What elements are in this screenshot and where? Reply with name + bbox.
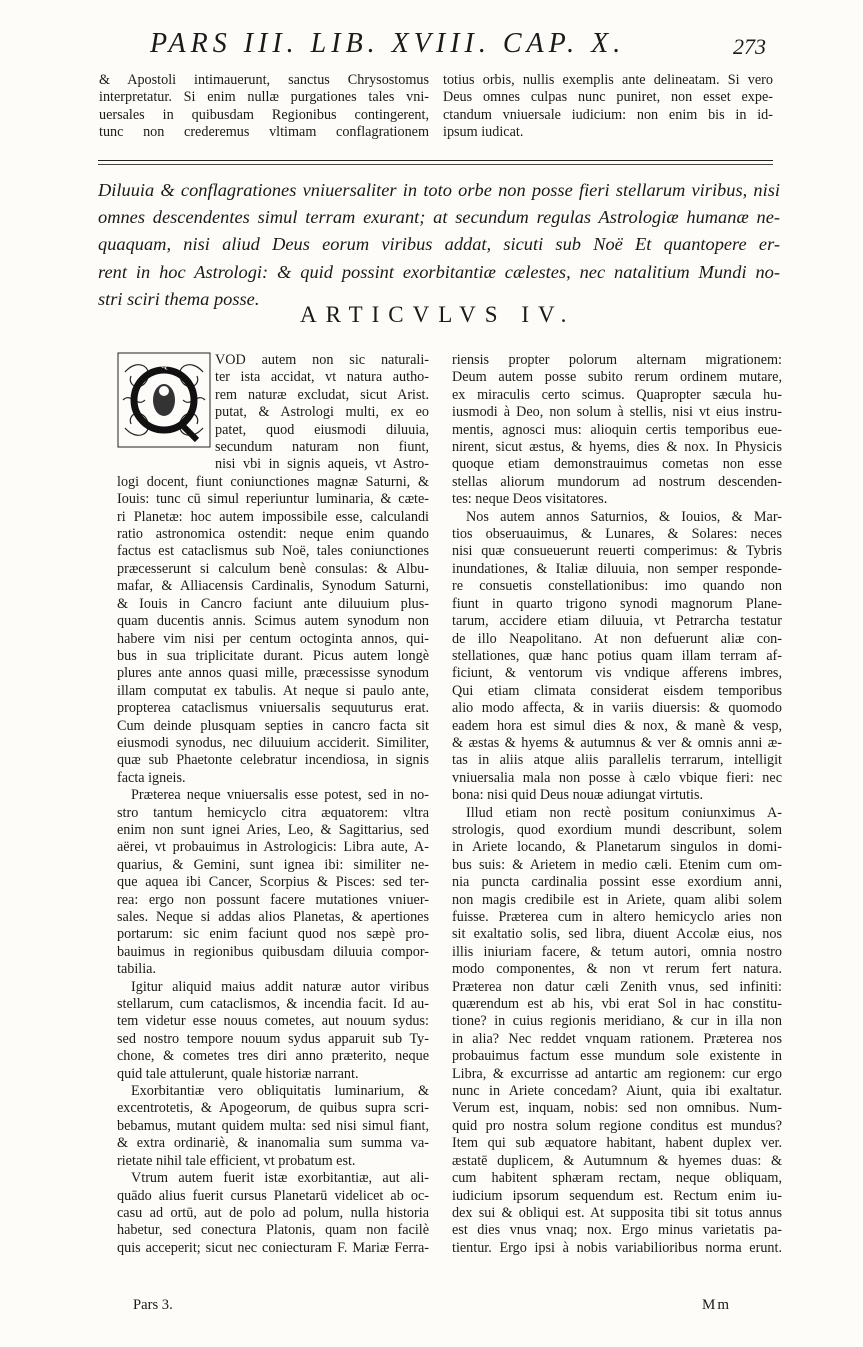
text-line: stellas aliorum mundorum ad nostrum descenden- bbox=[452, 473, 782, 490]
text-line: bus in sua triplicitate durant. Picus autem longè bbox=[117, 647, 429, 664]
text-line: plures ante annos quasi mille, præcessisse synodum bbox=[117, 665, 429, 682]
text-line: nunc in Ariete concedam? Aiunt, quia ibi exaltatur. bbox=[452, 1083, 782, 1100]
text-line: & Iouis in Cancro faciunt ante diluuium plus- bbox=[117, 595, 429, 612]
text-line: Præterea non datur cæli Zenith vnus, sed infiniti: bbox=[452, 978, 782, 995]
text-line: quam ducentis annis. Scimus autem synodum non bbox=[117, 613, 429, 630]
text-line: tunc non crederemus vltimam conflagrationem bbox=[99, 124, 429, 141]
text-line: quis acceperit; sicut nec coniecturam F. Mariæ Ferra- bbox=[117, 1239, 429, 1256]
text-line: ri Planetæ: hoc autem impossibile esse, calculandi bbox=[117, 508, 429, 525]
text-line: que aquea ibi Cancer, Scorpius & Pisces: sed ter- bbox=[117, 874, 429, 891]
left-main-column bbox=[117, 352, 429, 1257]
text-line: modo componentes, & non vt rerum fert natura. bbox=[452, 961, 782, 978]
text-line: VOD autem non sic naturali- bbox=[215, 352, 429, 368]
text-line: fuisse. Præterea cum in altero hemicyclo aries non bbox=[452, 909, 782, 925]
text-line: vniuersalia mala non posse à cælo vbique fieri: nec bbox=[452, 769, 782, 786]
text-line: eiusmodi synodus, nec diluuium acciderit. Similiter, bbox=[117, 734, 429, 751]
text-line: factus est cataclismus sub Noë, tales coniunctiones bbox=[117, 543, 429, 560]
text-line: est dies vnus vnaq; nox. Ergo minus varietatis pa- bbox=[452, 1222, 782, 1239]
text-line: riensis propter polorum alternam migrationem: bbox=[452, 352, 782, 368]
text-line: probauimus factum esse mundum sole existente in bbox=[452, 1048, 782, 1065]
text-line: ficiunt, & ventorum vis vndique afferens imbres, bbox=[452, 665, 782, 682]
text-line: Deus omnes culpas nunc puniret, non esset expe- bbox=[443, 89, 773, 106]
text-line: bebamus, mutant quidem multa: sed nisi simul fiant, bbox=[117, 1117, 429, 1134]
text-line: nisi vbi in signis aqueis, vt Astro- bbox=[215, 456, 429, 473]
text-line: mentis, agnosci mus: alioquin certis temporibus eue- bbox=[452, 421, 782, 438]
text-line: tas in aliis atque aliis parallelis terrarum, intelligit bbox=[452, 752, 782, 769]
summary-line: rent in hoc Astrologi: & quid possint exorbitantiæ cælestes, nec natalitium Mundi no- bbox=[98, 261, 780, 282]
text-line: ipsum iudicat. bbox=[443, 124, 524, 141]
text-line: Deum autem posse subito rerum ordinem mutare, bbox=[452, 369, 782, 386]
text-line: casu ad ortū, aut de polo ad polum, nulla historia bbox=[117, 1204, 429, 1221]
text-line: bauimus in regionibus quibusdam diluuia compor- bbox=[117, 943, 429, 960]
text-line: Præterea neque vniuersalis esse potest, sed in no- bbox=[131, 787, 429, 804]
text-line: Qui etiam climata considerat eisdem temporibus bbox=[452, 682, 782, 699]
text-line: rietate nihil tale efficient, vt probatum est. bbox=[117, 1152, 356, 1169]
text-line: æstatē duplicem, & Autumnum & hyemes duas: & bbox=[452, 1152, 782, 1169]
text-line: illis iniuriam facere, & tetum autori, omnia nostro bbox=[452, 943, 782, 960]
text-line: putat, & Astrologi multi, ex eo bbox=[215, 404, 429, 421]
summary-line: quaquam, nisi aliud Deus eorum viribus addat, sicuti sub Noë Et quantopere er- bbox=[98, 234, 780, 255]
text-line: eadem hora est simul dies & nox, & manè & vesp, bbox=[452, 717, 782, 734]
page-number: 273 bbox=[733, 34, 766, 59]
text-line: bus suis: & Arietem in medio cæli. Etenim cum om- bbox=[452, 856, 782, 873]
text-line: Nos autem annos Saturnios, & Iouios, & Mar- bbox=[466, 508, 782, 525]
svg-text:Q: Q bbox=[160, 360, 168, 371]
text-line: nirent, sicut æstus, & hyems, dies & nox. In Physicis bbox=[452, 439, 782, 456]
text-line: re consuetis constellationibus: imo quando non bbox=[452, 578, 782, 595]
text-line: aërei, vt probauimus in Astrologicis: Libra aute, A- bbox=[117, 839, 429, 856]
text-line: portarum: sic enim faciunt quod nos sæpè pro- bbox=[117, 926, 429, 943]
text-line: logi docent, fiunt coniunctiones magnæ Saturni, & bbox=[117, 473, 429, 490]
text-line: nia puncta cardinalia possint esse exordium anni, bbox=[452, 874, 782, 891]
text-line: tientur. Ergo ipsi à nobis variabilioribus norma erunt. bbox=[452, 1239, 782, 1256]
text-line: iudicium ipsorum sequendum est. Rectum enim iu- bbox=[452, 1187, 782, 1204]
text-line: Item qui sub æquatore habitant, habent duplex ver. bbox=[452, 1135, 782, 1152]
text-line: & Apostoli intimauerunt, sanctus Chrysostomus bbox=[99, 72, 429, 88]
text-line: iusmodi à Deo, non solum à stellis, nisi vt eius instru- bbox=[452, 404, 782, 421]
summary-line: stri sciri thema posse. bbox=[98, 288, 260, 309]
article-title: ARTICVLVS IV. bbox=[300, 302, 576, 327]
text-line: tarum, accidere etiam diluuia, vt Petrarcha testatur bbox=[452, 613, 782, 630]
text-line: quoque etiam demonstrauimus cometas non esse bbox=[452, 456, 782, 473]
text-line: habere vim nisi per centum octoginta annos, qui- bbox=[117, 630, 429, 647]
text-line: non magis credibile est in Ariete, quam alibi solem bbox=[452, 891, 782, 908]
section-rule bbox=[98, 160, 773, 161]
text-line: ratio astronomica ostendit: neque enim quando bbox=[117, 526, 429, 543]
text-line: interpretatur. Si enim nullæ purgationes tales vni- bbox=[99, 89, 429, 106]
text-line: ter ista accidat, vt natura autho- bbox=[215, 369, 429, 386]
text-line: quid pro nostra solum regione conditus est mundus? bbox=[452, 1117, 782, 1134]
text-line: & extra ordinariè, & inanomalia sum summa va- bbox=[117, 1135, 429, 1152]
text-line: tes: neque Deos visitatores. bbox=[452, 491, 608, 508]
text-line: rem naturæ excludat, sicut Arist. bbox=[215, 386, 429, 403]
text-line: sit exaltatio solis, sed libra, diuent Accolæ eius, nos bbox=[452, 926, 782, 943]
text-line: quarius, & Gemini, sunt ignea ibi: similiter ne- bbox=[117, 856, 429, 873]
text-line: Igitur aliquid maius addit naturæ autor viribus bbox=[131, 978, 429, 995]
text-line: in Ariete locando, & Planetarum singulos in domi- bbox=[452, 839, 782, 856]
text-line: alio modo affecta, & in variis diuersis: & quomodo bbox=[452, 700, 782, 717]
text-line: tem videtur esse nouus cometes, aut nouum sydus: bbox=[117, 1013, 429, 1030]
text-line: rea: ergo non possunt facere mutationes vniuer- bbox=[117, 891, 429, 908]
text-line: Vtrum autem fuerit istæ exorbitantiæ, aut ali- bbox=[131, 1170, 429, 1187]
text-line: secundum naturam non fiunt, bbox=[215, 439, 429, 456]
text-line: excentrotetis, & Apogeorum, de quibus supra scri- bbox=[117, 1100, 429, 1117]
text-line: propterea cataclismus vniuersalis sequuturus erat. bbox=[117, 700, 429, 717]
text-line: ex miraculis certo scimus. Quapropter sæcula hu- bbox=[452, 386, 782, 403]
text-line: Libra, & excurrisse ad antartic am regionem: cur ergo bbox=[452, 1065, 782, 1082]
text-line: quid tale attulerunt, quale historiæ narrant. bbox=[117, 1065, 359, 1082]
text-line: & æstas & hyems & autumnus & ver & omnis anni æ- bbox=[452, 734, 782, 751]
text-line: in alia? Nec reddet vnquam rationem. Præterea nos bbox=[452, 1030, 782, 1047]
text-line: illam computat ex tabulis. At neque si paulo ante, bbox=[117, 682, 429, 699]
right-main-column bbox=[452, 352, 782, 1257]
text-line: Iouis: tunc cū simul reperiuntur luminaria, & cæte- bbox=[117, 491, 429, 508]
catchword: Mm bbox=[702, 1297, 732, 1313]
running-head: PARS III. LIB. XVIII. CAP. X. bbox=[150, 28, 626, 59]
text-line: enim non sunt ignei Aries, Leo, & Sagittarius, sed bbox=[117, 821, 429, 838]
text-line: strologis, quod exordium mundi describunt, solem bbox=[452, 821, 782, 838]
text-line: nisi quæ consueuerunt reuerti comperimus: & Tybris bbox=[452, 543, 782, 560]
text-line: fiunt in quarto trigono synodi magnorum Plane- bbox=[452, 595, 782, 612]
text-line: totius orbis, nullis exemplis ante delineatam. Si vero bbox=[443, 72, 773, 88]
text-line: stro tantum hemicyclo citra æquatorem: vltra bbox=[117, 804, 429, 821]
text-line: uersales in quibusdam Regionibus contingerent, bbox=[99, 106, 429, 123]
text-line: tione? in cuius regionis meridiano, & cur in illa non bbox=[452, 1013, 782, 1030]
text-line: quærendum est ab his, vbi erat Sol in hac constitu- bbox=[452, 996, 782, 1013]
text-line: de illo Neapolitano. At non defuerunt aliæ con- bbox=[452, 630, 782, 647]
text-line: inundationes, & Italiæ diluuia, non semper responde- bbox=[452, 560, 782, 577]
text-line: sed nostro tempore nouum sydus apparuit sub Ty- bbox=[117, 1030, 429, 1047]
signature-mark: Pars 3. bbox=[133, 1297, 173, 1313]
summary-line: omnes descendentes simul terram exurant; at secundum regulas Astrologiæ humanæ ne- bbox=[98, 207, 780, 228]
text-line: bona: nisi quid Deus nouæ adiungat virtutis. bbox=[452, 787, 704, 804]
text-line: Verum est, inquam, nobis: sed non omnibus. Num- bbox=[452, 1100, 782, 1117]
top-left-column bbox=[99, 72, 429, 142]
text-line: mafar, & Alliacensis Cardinalis, Synodum Saturni, bbox=[117, 578, 429, 595]
text-line: chone, & cometes tres diri anno præterito, neque bbox=[117, 1048, 429, 1065]
top-right-column bbox=[443, 72, 773, 142]
text-line: facta igneis. bbox=[117, 769, 186, 786]
text-line: patet, quod eiusmodi diluuia, bbox=[215, 421, 429, 438]
chapter-summary bbox=[98, 177, 780, 313]
section-rule-thin bbox=[98, 164, 773, 165]
text-line: Exorbitantiæ vero obliquitatis luminarium, & bbox=[131, 1083, 429, 1100]
text-line: Illud etiam non rectè positum coniunximus A- bbox=[466, 804, 782, 821]
text-line: quæ sub Phaetonte celebratur incendiosa, in signis bbox=[117, 752, 429, 769]
text-line: sales. Neque si addas alios Planetas, & apertiones bbox=[117, 909, 429, 925]
text-line: stellarum, cum cataclismos, & incendia facit. Id au- bbox=[117, 996, 429, 1013]
text-line: Cum deinde plusquam septies in cancro facta sit bbox=[117, 717, 429, 734]
text-line: quādo alius fuerit cursus Planetarū videlicet ab oc- bbox=[117, 1187, 429, 1204]
text-line: præcesserunt si calculum benè consulas: & Albu- bbox=[117, 560, 429, 577]
text-line: habetur, sed conectura Platonis, quam non facilè bbox=[117, 1222, 429, 1239]
text-line: cum habitent sphæram rectam, neque obliquam, bbox=[452, 1170, 782, 1187]
text-line: ctandum vniuersale iudicium: non enim bis in id- bbox=[443, 106, 773, 123]
text-line: dex sui & obliqui est. At supposita tibi sit totus annus bbox=[452, 1204, 782, 1221]
text-line: stellationes, quæ hanc potius quam illam terram af- bbox=[452, 647, 782, 664]
text-line: tios obseruauimus, & Lunares, & Solares: neces bbox=[452, 526, 782, 543]
text-line: tabilia. bbox=[117, 961, 157, 978]
summary-line: Diluuia & conflagrationes vniuersaliter in toto orbe non posse fieri stellarum viribus, nisi bbox=[98, 180, 780, 200]
